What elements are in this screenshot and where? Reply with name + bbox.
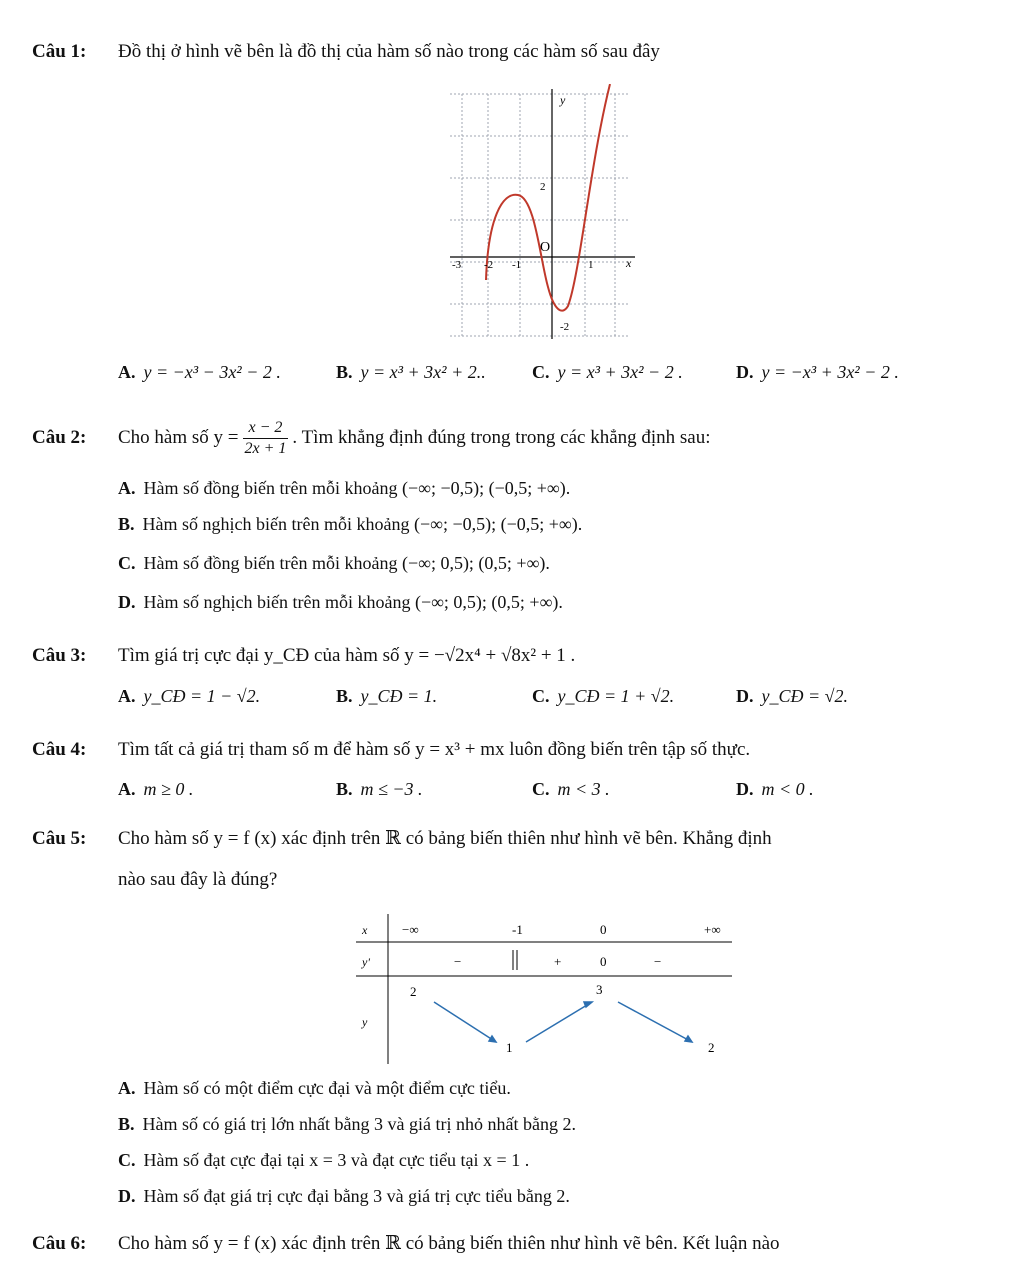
q4-option-a[interactable]: A. m ≥ 0 . <box>118 779 194 799</box>
question-3-label: Câu 3: <box>32 645 87 666</box>
q2-option-a[interactable]: A. Hàm số đồng biến trên mỗi khoảng (−∞; −0,5); (−0,5; +∞). <box>118 478 571 498</box>
q3-option-c[interactable]: C. y_CĐ = 1 + √2. <box>532 686 675 706</box>
q2-option-b[interactable]: B. Hàm số nghịch biến trên mỗi khoảng (−∞; −0,5); (−0,5; +∞). <box>118 514 583 534</box>
y-val-2-left: 2 <box>410 984 417 999</box>
graph-origin-label: O <box>540 240 551 255</box>
q3-option-a[interactable]: A. y_CĐ = 1 − √2. <box>118 686 261 706</box>
q4-option-b[interactable]: B. m ≤ −3 . <box>336 779 423 799</box>
graph-tick-x-neg3: -3 <box>452 259 462 271</box>
graph-tick-x-neg1: -1 <box>512 259 522 271</box>
q3-option-b[interactable]: B. y_CĐ = 1. <box>336 686 438 706</box>
question-6: Câu 6: Cho hàm số y = f (x) xác định trên ℝ có bảng biến thiên như hình vẽ bên. Kết luận nào <box>32 1233 780 1254</box>
question-5-line2: nào sau đây là đúng? <box>118 869 278 890</box>
q1-option-c[interactable]: C. y = x³ + 3x² − 2 . <box>532 362 683 382</box>
graph-tick-y-neg2: -2 <box>560 321 570 333</box>
question-5: Câu 5: Cho hàm số y = f (x) xác định trên ℝ có bảng biến thiên như hình vẽ bên. Khẳng định <box>32 828 772 849</box>
option-letter: B. <box>336 362 353 382</box>
yp-zero: 0 <box>600 954 607 969</box>
variation-table <box>356 914 732 1066</box>
q2-option-c[interactable]: C. Hàm số đồng biến trên mỗi khoảng (−∞; 0,5); (0,5; +∞). <box>118 553 550 573</box>
q1-option-a[interactable]: A. y = −x³ − 3x² − 2 . <box>118 362 281 382</box>
x-neg1: -1 <box>512 922 523 937</box>
q2-option-d[interactable]: D. Hàm số nghịch biến trên mỗi khoảng (−∞; 0,5); (0,5; +∞). <box>118 592 563 612</box>
question-5-label: Câu 5: <box>32 828 87 849</box>
question-1-text: Đồ thị ở hình vẽ bên là đồ thị của hàm số nào trong các hàm số sau đây <box>118 41 660 62</box>
table-y-label: y <box>362 1015 368 1029</box>
question-4: Câu 4: Tìm tất cả giá trị tham số m để hàm số y = x³ + mx luôn đồng biến trên tập số thực. <box>32 739 751 760</box>
yp-sign-3: − <box>654 954 662 969</box>
q1-option-d[interactable]: D. y = −x³ + 3x² − 2 . <box>736 362 899 382</box>
table-yprime-label: y' <box>362 955 370 969</box>
q5-option-b[interactable]: B. Hàm số có giá trị lớn nhất bằng 3 và giá trị nhỏ nhất bằng 2. <box>118 1114 576 1134</box>
graph-tick-x-neg2: -2 <box>484 259 494 271</box>
option-letter: D. <box>736 362 754 382</box>
table-x-label: x <box>362 923 368 937</box>
question-4-label: Câu 4: <box>32 739 87 760</box>
option-letter: C. <box>532 362 550 382</box>
x-0: 0 <box>600 922 607 937</box>
q3-option-d[interactable]: D. y_CĐ = √2. <box>736 686 849 706</box>
q5-option-a[interactable]: A. Hàm số có một điểm cực đại và một điểm cực tiểu. <box>118 1078 511 1098</box>
q4-option-d[interactable]: D. m < 0 . <box>736 779 814 799</box>
x-pos-inf: +∞ <box>704 922 721 937</box>
fraction: $\frac{x - 2}{2x + 1}$ <box>244 419 287 457</box>
q4-option-c[interactable]: C. m < 3 . <box>532 779 610 799</box>
y-val-3: 3 <box>596 982 603 997</box>
q1-option-b[interactable]: B. y = x³ + 3x² + 2.. <box>336 362 486 382</box>
q5-option-c[interactable]: C. Hàm số đạt cực đại tại x = 3 và đạt cực tiểu tại x = 1 . <box>118 1150 530 1170</box>
graph-x-label: x <box>626 256 632 270</box>
yp-sign-1: − <box>454 954 462 969</box>
q5-option-d[interactable]: D. Hàm số đạt giá trị cực đại bằng 3 và giá trị cực tiểu bằng 2. <box>118 1186 570 1206</box>
y-val-2-right: 2 <box>708 1040 715 1055</box>
question-1 <box>32 40 660 64</box>
graph-y-label: y <box>560 93 566 107</box>
yp-sign-2: + <box>554 954 562 969</box>
question-6-label: Câu 6: <box>32 1233 87 1254</box>
graph-tick-x-1: 1 <box>588 259 594 271</box>
question-2-label: Câu 2: <box>32 426 87 448</box>
x-neg-inf: −∞ <box>402 922 419 937</box>
question-3: Câu 3: Tìm giá trị cực đại y_CĐ của hàm số y = −√2x⁴ + √8x² + 1 . <box>32 645 576 666</box>
y-val-1: 1 <box>506 1040 513 1055</box>
question-2: Câu 2: Cho hàm số y = $\frac{x - 2}{2x + 1}$ . Tìm khẳng định đúng trong trong các khẳng định sau: <box>32 419 711 457</box>
option-letter: A. <box>118 362 136 382</box>
graph-tick-y-2: 2 <box>540 181 546 193</box>
question-1-label: Câu 1: <box>32 41 87 62</box>
q1-graph <box>440 84 640 346</box>
